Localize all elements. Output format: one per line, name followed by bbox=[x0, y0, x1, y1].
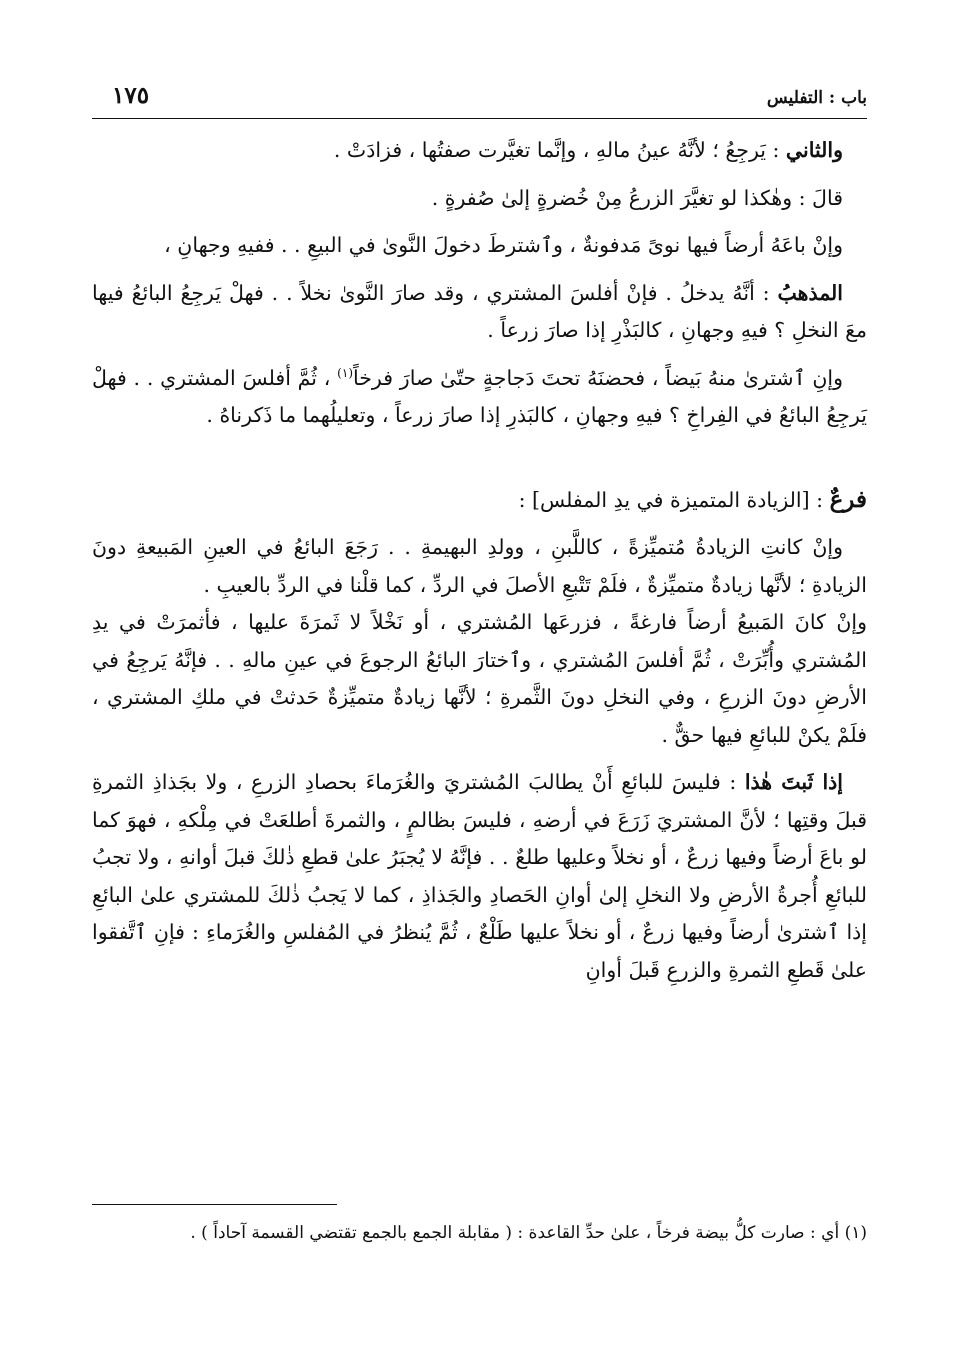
lead-word: والثاني bbox=[785, 138, 843, 162]
branch-label: فرعٌ bbox=[829, 485, 867, 513]
branch-title: : [الزيادة المتميزة في يدِ المفلس] : bbox=[518, 487, 830, 512]
paragraph bbox=[92, 529, 867, 604]
page-body bbox=[92, 132, 867, 989]
paragraph-text: وإنِ ٱشترىٰ منهُ بَيضاً ، فحضنَهُ تحتَ دَجاجةٍ حتّىٰ صارَ فرخاً bbox=[353, 365, 843, 390]
paragraph-text: وإنْ باعَهُ أرضاً فيها نوىً مَدفونةٌ ، وٱشترطَ دخولَ النَّوىٰ في البيعِ . . ففيهِ وجهانِ ، bbox=[164, 233, 843, 257]
footnote-ref: (١) bbox=[337, 365, 353, 380]
paragraph bbox=[92, 132, 867, 170]
paragraph-text: وإنْ كانَ المَبيعُ أرضاً فارغةً ، فزرعَها المُشتري ، أو نَخْلاً لا ثَمرَةَ عليها ، فأثمرَتْ في يدِ المُشتري وأُبِّرَتْ ، ثُمَّ أفلسَ المُشتري ، وٱختارَ البائعُ الرجوعَ في عينِ مالهِ . . فإنَّهُ يَرجِعُ في الأرضِ دونَ الزرعِ ، وفي النخلِ دونَ الثَّمرةِ ؛ لأنَّها زيادةٌ متميِّزةٌ حَدثتْ في ملكِ المشتري ، فلَمْ يكنْ للبائعِ فيها حقٌّ . bbox=[92, 610, 867, 747]
footnote-separator bbox=[92, 1204, 337, 1205]
footnote-text: أي : صارت كلُّ بيضة فرخاً ، علىٰ حدِّ القاعدة : ( مقابلة الجمع بالجمع تقتضي القسمة آحاداً ) . bbox=[190, 1223, 845, 1243]
lead-word: إذا ثَبتَ هٰذا bbox=[744, 770, 843, 794]
paragraph bbox=[92, 360, 867, 435]
paragraph bbox=[92, 604, 867, 754]
paragraph-text: : أنَّهُ يدخلُ . فإنْ أفلسَ المشتري ، وقد صارَ النَّوىٰ نخلاً . . فهلْ يَرجِعُ البائعُ فيها معَ النخلِ ؟ فيهِ وجهانِ ، كالبَذْرِ إذا صارَ زرعاً . bbox=[92, 280, 867, 342]
paragraph-text: : فليسَ للبائعِ أَنْ يطالبَ المُشتريَ والغُرَماءَ بحصادِ الزرعِ ، ولا بجَذاذِ الثمرةِ قبلَ وقتِها ؛ لأنَّ المشتريَ زَرَعَ في أرضهِ ، فليسَ بظالمٍ ، والثمرةَ أطلعَتْ في مِلْكهِ ، فهوَ كما لو باعَ أرضاً وفيها زرعٌ ، أو نخلاً وعليها طلعٌ . . فإنَّهُ لا يُجبَرُ علىٰ قطعِ ذٰلكَ قبلَ أوانهِ ، ولا تجبُ للبائعِ أُجرةُ الأرضِ ولا النخلِ إلىٰ أوانِ الحَصادِ والجَذاذِ ، كما لا يَجبُ ذٰلكَ للمشتري علىٰ البائعِ إذا ٱشترىٰ أرضاً وفيها زرعٌ ، أو نخلاً عليها طَلْعٌ ، ثُمَّ يُنظرُ في المُفلسِ والغُرَماءِ : فإنِ ٱتَّفقوا علىٰ قَطعِ الثمرةِ والزرعِ قَبلَ أوانِ bbox=[92, 770, 867, 982]
footnote bbox=[92, 1218, 867, 1248]
branch-heading bbox=[92, 481, 867, 520]
lead-word: المذهبُ bbox=[777, 280, 843, 305]
paragraph bbox=[92, 764, 867, 989]
paragraph bbox=[92, 275, 867, 350]
footnote-marker: (١) bbox=[844, 1223, 867, 1243]
paragraph-text: وإنْ كانتِ الزيادةُ مُتميِّزةً ، كاللَّبنِ ، وولدِ البهيمةِ . . رَجَعَ البائعُ في العينِ المَبيعةِ دونَ الزيادةِ ؛ لأنَّها زيادةٌ متميِّزةٌ ، فلَمْ تَتْبعِ الأصلَ في الردِّ ، كما قلْنا في الردِّ بالعيبِ . bbox=[92, 535, 867, 597]
paragraph bbox=[92, 227, 867, 265]
paragraph-text: : يَرجِعُ ؛ لأنَّهُ عينُ مالهِ ، وإنَّما تغيَّرت صفتُها ، فزادَتْ . bbox=[333, 138, 786, 162]
page-number: ١٧٥ bbox=[112, 82, 150, 109]
book-page bbox=[92, 78, 867, 1348]
paragraph-text: قالَ : وهٰكذا لو تغيَّرَ الزرعُ مِنْ خُضرةٍ إلىٰ صُفرةٍ . bbox=[431, 185, 843, 210]
paragraph bbox=[92, 180, 867, 218]
paragraph-text: ، ثُمَّ أفلسَ المشتري . . فهلْ يَرجِعُ البائعُ في الفِراخِ ؟ فيهِ وجهانِ ، كالبَذرِ إذا صارَ زرعاً ، وتعليلُهما ما ذَكرناهُ . bbox=[92, 365, 867, 427]
chapter-title: باب : التفليس bbox=[766, 88, 867, 108]
page-header bbox=[92, 78, 867, 119]
footnotes bbox=[92, 1218, 867, 1248]
